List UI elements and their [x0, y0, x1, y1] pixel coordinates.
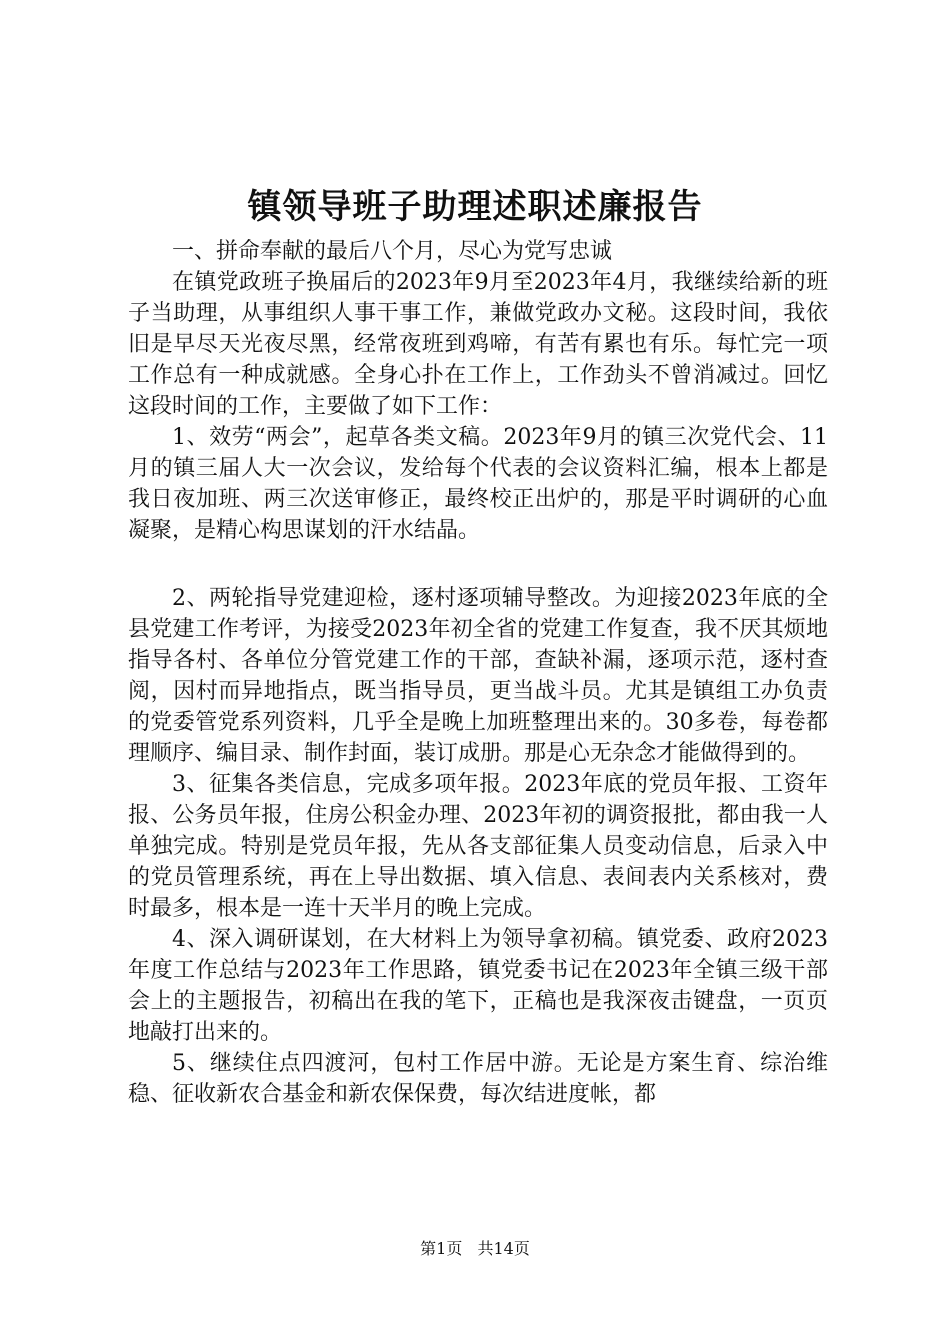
- paragraph-item-3: 3、征集各类信息，完成多项年报。2023年底的党员年报、工资年报、公务员年报，住房公积金办理、2023年初的调资报批，都由我一人单独完成。特别是党员年报，先从各支部征集人员变动信息，后录入中的党员管理系统，再在上导出数据、填入信息、表间表内关系核对，费时最多，根本是一连十天半月的晚上完成。: [128, 772, 828, 921]
- page-total: 共14页: [477, 1239, 530, 1258]
- paragraph-item-4: 4、深入调研谋划，在大材料上为领导拿初稿。镇党委、政府2023年度工作总结与2023年工作思路，镇党委书记在2023年全镇三级干部会上的主题报告，初稿出在我的笔下，正稿也是我深夜击键盘，一页页地敲打出来的。: [128, 927, 828, 1045]
- section-heading: 一、拼命奉献的最后八个月，尽心为党写忠诚: [172, 239, 613, 264]
- page-number: 第1页: [420, 1239, 463, 1258]
- paragraph-intro: 在镇党政班子换届后的2023年9月至2023年4月，我继续给新的班子当助理，从事组织人事干事工作，兼做党政办文秘。这段时间，我依旧是早尽天光夜尽黑，经常夜班到鸡啼，有苦有累也有乐。每忙完一项工作总有一种成就感。全身心扑在工作上，工作劲头不曾消减过。回忆这段时间的工作，主要做了如下工作：: [128, 270, 828, 419]
- paragraph-item-5: 5、继续住点四渡河，包村工作居中游。无论是方案生育、综治维稳、征收新农合基金和新农保保费，每次结进度帐，都: [128, 1051, 828, 1107]
- document-title: 镇领导班子助理述职述廉报告: [247, 187, 703, 227]
- page-footer: [0, 1238, 950, 1260]
- document-body: [128, 236, 828, 1110]
- paragraph-spacer: [128, 546, 828, 583]
- paragraph-item-1: 1、效劳“两会”，起草各类文稿。2023年9月的镇三次党代会、11月的镇三届人大一次会议，发给每个代表的会议资料汇编，根本上都是我日夜加班、两三次送审修正，最终校正出炉的，那是平时调研的心血凝聚，是精心构思谋划的汗水结晶。: [128, 425, 828, 543]
- paragraph-item-2: 2、两轮指导党建迎检，逐村逐项辅导整改。为迎接2023年底的全县党建工作考评，为接受2023年初全省的党建工作复查，我不厌其烦地指导各村、各单位分管党建工作的干部，查缺补漏，逐项示范，逐村查阅，因村而异地指点，既当指导员，更当战斗员。尤其是镇组工办负责的党委管党系列资料，几乎全是晚上加班整理出来的。30多卷，每卷都理顺序、编目录、制作封面，装订成册。那是心无杂念才能做得到的。: [128, 586, 828, 766]
